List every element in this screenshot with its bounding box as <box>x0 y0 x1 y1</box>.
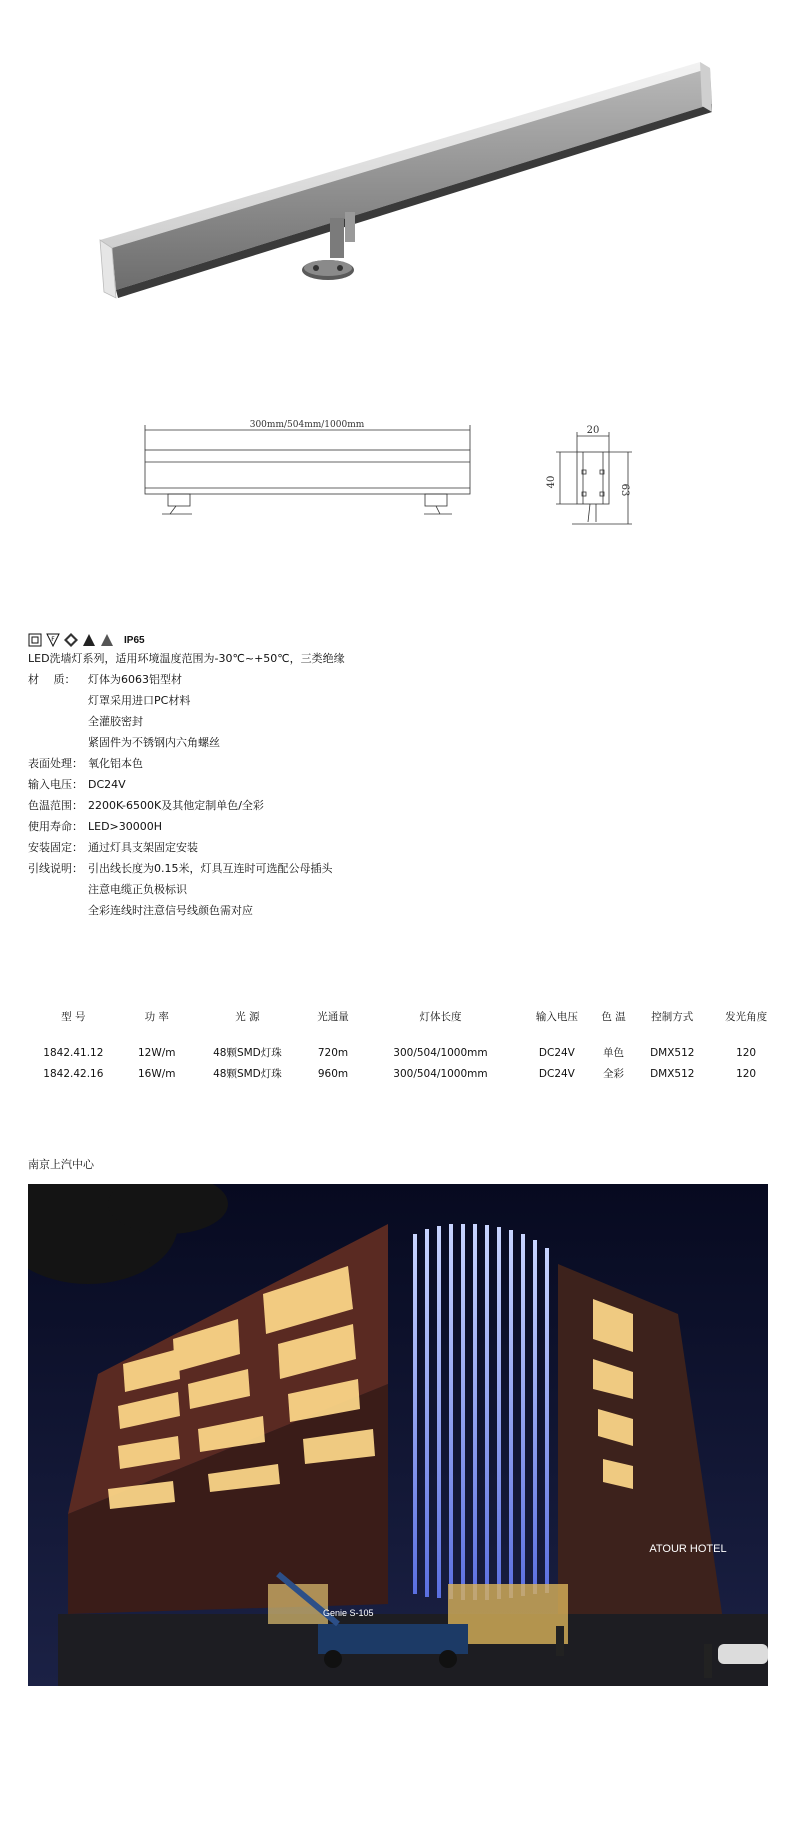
column-header: 光 源 <box>235 1010 260 1023</box>
table-body <box>22 1028 782 1084</box>
spec-label: 输入电压： <box>28 778 83 791</box>
ip-rating: IP65 <box>124 634 145 646</box>
spec-value: 灯体为6063铝型材 <box>88 673 182 686</box>
spec-value: 氧化铝本色 <box>88 757 143 770</box>
column-header: 灯体长度 <box>419 1010 462 1023</box>
warning-triangle-icon-2 <box>100 633 114 647</box>
column-header: 型 号 <box>61 1010 86 1023</box>
column-header: 色 温 <box>601 1010 626 1023</box>
f-mark-icon <box>46 633 60 647</box>
lift-label: Genie S-105 <box>323 1608 374 1618</box>
table-row <box>22 1063 782 1084</box>
table-cell: 1842.41.12 <box>43 1046 104 1059</box>
total-height-dimension: 63 <box>619 483 630 497</box>
table-header <box>22 1004 782 1028</box>
width-dimension: 20 <box>586 425 600 436</box>
parked-car <box>718 1644 768 1664</box>
hotel-sign: ATOUR HOTEL <box>649 1543 727 1555</box>
parameter-table <box>22 1004 782 1084</box>
column-header: 发光角度 <box>725 1010 768 1023</box>
project-title: 南京上汽中心 <box>28 1158 94 1171</box>
product-render <box>0 0 790 370</box>
spec-label: 色温范围： <box>28 799 83 812</box>
spec-label: 安装固定： <box>28 841 83 854</box>
table-cell: 单色 <box>603 1047 625 1059</box>
table-cell: DC24V <box>538 1046 575 1059</box>
spec-label: 表面处理： <box>28 757 83 770</box>
certification-row <box>28 632 145 648</box>
spec-value: 紧固件为不锈钢内六角螺丝 <box>88 736 220 749</box>
spec-value: 引出线长度为0.15米，灯具互连时可选配公母插头 <box>88 862 333 875</box>
table-cell: DMX512 <box>650 1067 695 1080</box>
column-header: 光通量 <box>317 1010 349 1023</box>
table-cell: 48颗SMD灯珠 <box>213 1047 282 1059</box>
project-photo <box>28 1184 768 1686</box>
lamp-body <box>100 62 712 298</box>
spec-value: 通过灯具支架固定安装 <box>88 841 198 854</box>
spec-label: 引线说明： <box>28 862 83 875</box>
spec-value: 灯罩采用进口PC材料 <box>88 694 191 707</box>
table-cell: 720m <box>317 1046 349 1059</box>
column-header: 功 率 <box>144 1010 169 1023</box>
table-cell: 全彩 <box>603 1068 625 1080</box>
spec-value: 注意电缆正负极标识 <box>88 883 187 896</box>
column-header: 控制方式 <box>651 1010 694 1023</box>
diamond-pattern-icon <box>64 633 78 647</box>
table-cell: 120 <box>736 1067 757 1080</box>
length-dimension: 300mm/504mm/1000mm <box>249 420 365 430</box>
table-cell: 48颗SMD灯珠 <box>213 1068 282 1080</box>
table-row <box>22 1042 782 1063</box>
table-cell: 1842.42.16 <box>43 1067 104 1080</box>
height-dimension: 40 <box>546 475 557 489</box>
spec-value: 2200K-6500K及其他定制单色/全彩 <box>88 799 264 812</box>
spec-value: 全彩连线时注意信号线颜色需对应 <box>88 904 253 917</box>
column-header: 输入电压 <box>535 1010 578 1023</box>
spec-value: 全灌胶密封 <box>88 715 143 728</box>
svg-text:F: F <box>51 636 55 643</box>
warning-triangle-icon <box>82 633 96 647</box>
spec-label: 材 质： <box>28 673 76 686</box>
double-insulation-icon <box>28 633 42 647</box>
table-cell: 12W/m <box>137 1046 176 1059</box>
table-cell: 300/504/1000mm <box>393 1046 488 1059</box>
spec-value: LED>30000H <box>88 820 163 833</box>
table-cell: 16W/m <box>137 1067 176 1080</box>
spec-intro: LED洗墙灯系列，适用环境温度范围为-30℃~+50℃，三类绝缘 <box>28 652 345 665</box>
table-cell: DMX512 <box>650 1046 695 1059</box>
technical-drawing <box>0 415 790 555</box>
table-cell: 300/504/1000mm <box>393 1067 488 1080</box>
spec-value: DC24V <box>88 778 126 791</box>
spec-label: 使用寿命： <box>28 820 83 833</box>
table-cell: 120 <box>736 1046 757 1059</box>
table-cell: DC24V <box>538 1067 575 1080</box>
table-cell: 960m <box>317 1067 349 1080</box>
